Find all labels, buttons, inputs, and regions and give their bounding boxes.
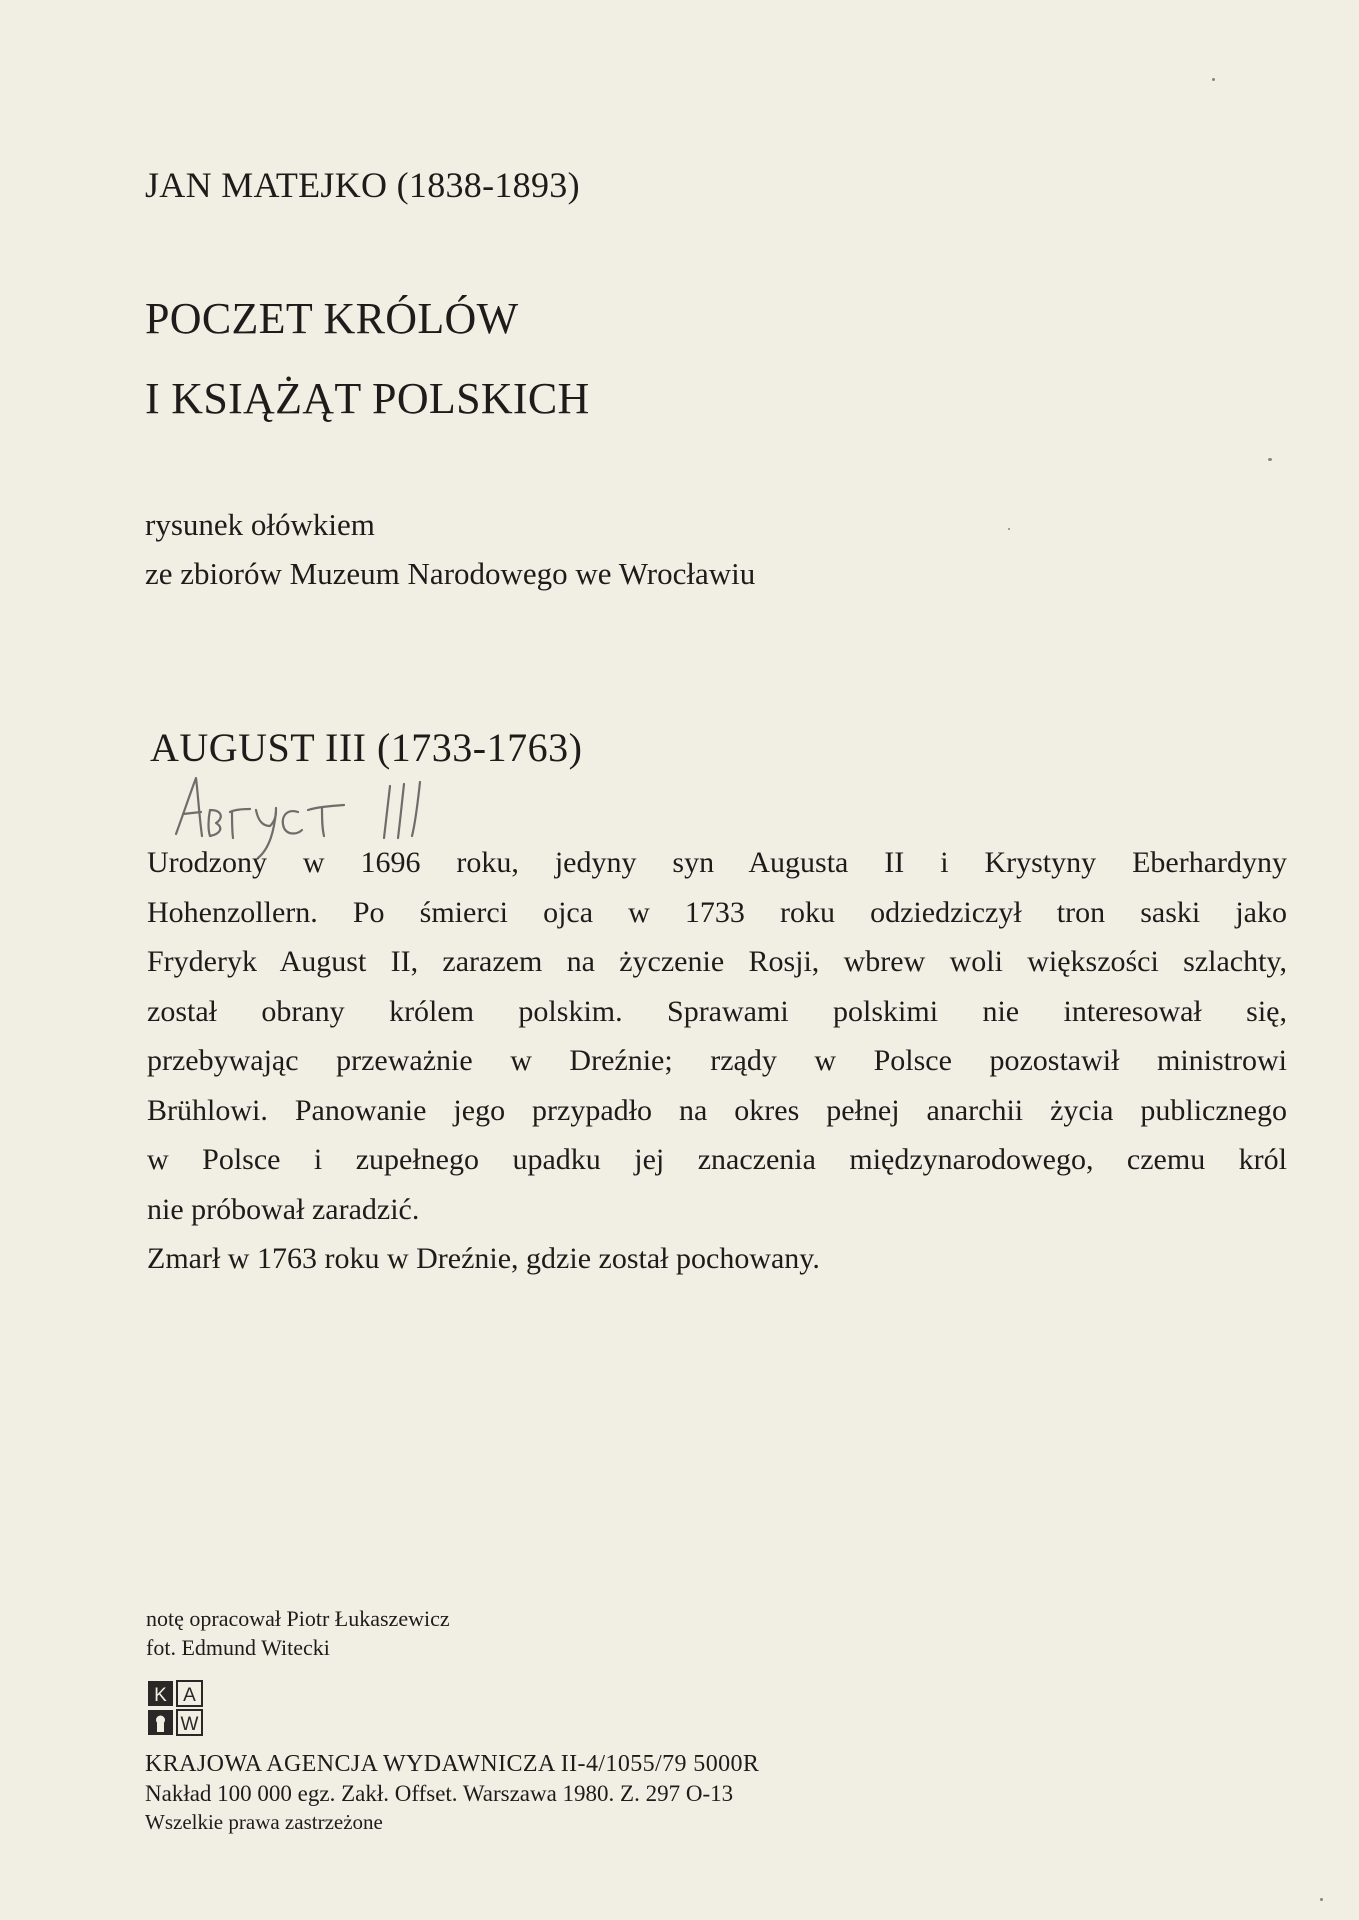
paper-speck <box>1320 1898 1323 1901</box>
bio-line-death: Zmarł w 1763 roku w Dreźnie, gdzie został pochowany. <box>147 1242 820 1275</box>
bio-line: nie próbował zaradzić. <box>147 1192 420 1226</box>
logo-letter-w: W <box>180 1714 199 1735</box>
publisher-info <box>145 1750 759 1837</box>
credits <box>146 1604 450 1662</box>
bio-line: Hohenzollern. Po śmierci ojca w 1733 roku odziedziczył tron saski jako <box>147 895 1287 929</box>
print-run: Nakład 100 000 egz. Zakł. Offset. Warszawa 1980. Z. 297 O-13 <box>145 1781 734 1806</box>
logo-letter-k: K <box>154 1685 167 1706</box>
biography <box>147 838 1287 1284</box>
publisher-logo <box>147 1680 203 1736</box>
bio-line: został obrany królem polskim. Sprawami polskimi nie interesował się, <box>147 994 1287 1028</box>
bio-line: Fryderyk August II, zarazem na życzenie Rosji, wbrew woli większości szlachty, <box>147 945 1287 978</box>
page-title-line-1: POCZET KRÓLÓW <box>145 294 519 343</box>
paper-speck <box>1268 458 1272 461</box>
bio-line: w Polsce i zupełnego upadku jej znaczenia międzynarodowego, czemu król <box>147 1143 1287 1176</box>
subtitle-collection: ze zbiorów Muzeum Narodowego we Wrocławiu <box>145 556 756 591</box>
bio-line: Brühlowi. Panowanie jego przypadło na okres pełnej anarchii życia publicznego <box>147 1093 1287 1127</box>
page-title-line-2: I KSIĄŻĄT POLSKICH <box>145 374 590 423</box>
publisher-name: KRAJOWA AGENCJA WYDAWNICZA II-4/1055/79 5000R <box>145 1751 760 1777</box>
paper-speck <box>1212 78 1215 81</box>
entry-heading: AUGUST III (1733-1763) <box>150 725 583 770</box>
paper-speck <box>1008 528 1010 530</box>
note-author-credit: notę opracował Piotr Łukaszewicz <box>146 1606 450 1631</box>
bio-line: Urodzony w 1696 roku, jedyny syn Augusta II i Krystyny Eberhardyny <box>147 846 1287 879</box>
subtitle-medium: rysunek ołówkiem <box>145 507 375 542</box>
copyright: Wszelkie prawa zastrzeżone <box>145 1810 383 1834</box>
photo-credit: fot. Edmund Witecki <box>146 1635 330 1660</box>
logo-letter-a: A <box>183 1685 196 1706</box>
bio-line: przebywając przeważnie w Dreźnie; rządy w Polsce pozostawił ministrowi <box>147 1044 1287 1077</box>
author-heading: JAN MATEJKO (1838-1893) <box>145 165 580 205</box>
